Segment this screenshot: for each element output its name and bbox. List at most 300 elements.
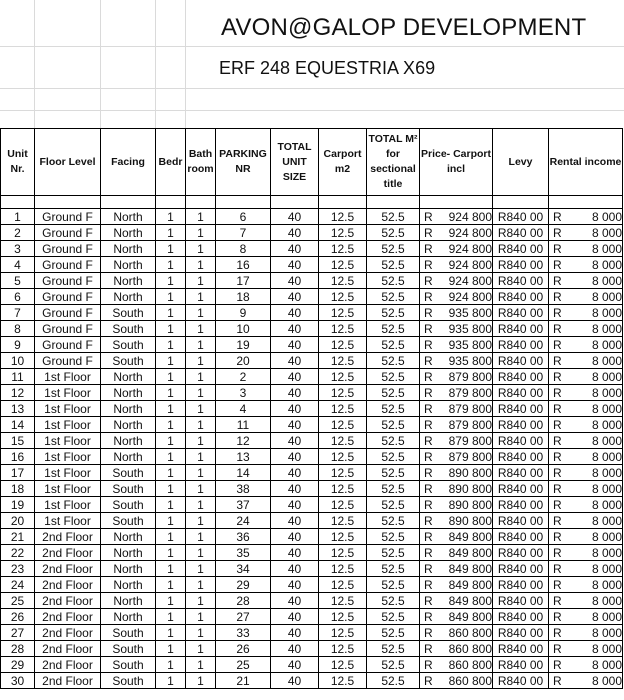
cell-floor-level[interactable]: 1st Floor [35,481,101,497]
cell-carport[interactable]: 12.5 [319,305,367,321]
cell-bathrooms[interactable]: 1 [186,625,216,641]
cell-carport[interactable]: 12.5 [319,465,367,481]
cell-bedrooms[interactable]: 1 [156,657,186,673]
cell-floor-level[interactable]: Ground F [35,225,101,241]
cell-rental-income[interactable] [549,241,623,257]
cell-floor-level[interactable]: 1st Floor [35,369,101,385]
cell-bathrooms[interactable]: 1 [186,609,216,625]
cell-parking[interactable]: 29 [216,577,271,593]
cell-total-unit-size[interactable]: 40 [271,449,319,465]
cell-bedrooms[interactable]: 1 [156,401,186,417]
cell-parking[interactable]: 11 [216,417,271,433]
blank-cell[interactable] [319,196,367,209]
cell-bathrooms[interactable]: 1 [186,241,216,257]
cell-facing[interactable]: North [101,289,156,305]
cell-price[interactable] [420,273,493,289]
cell-total-m2[interactable]: 52.5 [367,353,420,369]
cell-rental-income[interactable] [549,577,623,593]
cell-total-unit-size[interactable]: 40 [271,545,319,561]
cell-carport[interactable]: 12.5 [319,577,367,593]
cell-bedrooms[interactable]: 1 [156,545,186,561]
cell-unit[interactable]: 10 [1,353,35,369]
cell-price[interactable] [420,433,493,449]
cell-total-unit-size[interactable]: 40 [271,385,319,401]
cell-price[interactable] [420,609,493,625]
cell-bedrooms[interactable]: 1 [156,209,186,225]
cell-carport[interactable]: 12.5 [319,593,367,609]
cell-bathrooms[interactable]: 1 [186,513,216,529]
cell-price[interactable] [420,289,493,305]
cell-unit[interactable]: 30 [1,673,35,689]
cell-bathrooms[interactable]: 1 [186,401,216,417]
cell-bathrooms[interactable]: 1 [186,433,216,449]
cell-facing[interactable]: North [101,529,156,545]
cell-bedrooms[interactable]: 1 [156,577,186,593]
cell-levy[interactable]: R840 00 [493,529,549,545]
cell-parking[interactable]: 14 [216,465,271,481]
cell-total-m2[interactable]: 52.5 [367,225,420,241]
cell-rental-income[interactable] [549,353,623,369]
cell-bathrooms[interactable]: 1 [186,321,216,337]
cell-unit[interactable]: 3 [1,241,35,257]
cell-levy[interactable]: R840 00 [493,641,549,657]
cell-price[interactable] [420,625,493,641]
cell-unit[interactable]: 21 [1,529,35,545]
cell-levy[interactable]: R840 00 [493,513,549,529]
cell-parking[interactable]: 28 [216,593,271,609]
cell-floor-level[interactable]: 2nd Floor [35,545,101,561]
cell-facing[interactable]: South [101,321,156,337]
cell-unit[interactable]: 17 [1,465,35,481]
blank-cell[interactable] [216,196,271,209]
cell-carport[interactable]: 12.5 [319,449,367,465]
cell-bathrooms[interactable]: 1 [186,305,216,321]
cell-bedrooms[interactable]: 1 [156,257,186,273]
cell-facing[interactable]: South [101,657,156,673]
cell-bathrooms[interactable]: 1 [186,545,216,561]
cell-floor-level[interactable]: 1st Floor [35,401,101,417]
cell-carport[interactable]: 12.5 [319,513,367,529]
cell-rental-income[interactable] [549,481,623,497]
cell-carport[interactable]: 12.5 [319,273,367,289]
cell-price[interactable] [420,673,493,689]
cell-bathrooms[interactable]: 1 [186,417,216,433]
cell-parking[interactable]: 33 [216,625,271,641]
cell-bathrooms[interactable]: 1 [186,465,216,481]
cell-parking[interactable]: 21 [216,673,271,689]
cell-rental-income[interactable] [549,673,623,689]
cell-bedrooms[interactable]: 1 [156,529,186,545]
cell-bathrooms[interactable]: 1 [186,641,216,657]
cell-carport[interactable]: 12.5 [319,385,367,401]
cell-parking[interactable]: 20 [216,353,271,369]
cell-rental-income[interactable] [549,593,623,609]
header-total-unit-size[interactable]: TOTAL UNIT SIZE [271,129,319,196]
cell-rental-income[interactable] [549,625,623,641]
cell-facing[interactable]: South [101,481,156,497]
cell-bathrooms[interactable]: 1 [186,497,216,513]
cell-facing[interactable]: North [101,561,156,577]
cell-total-unit-size[interactable]: 40 [271,369,319,385]
cell-total-m2[interactable]: 52.5 [367,545,420,561]
cell-facing[interactable]: South [101,337,156,353]
cell-parking[interactable]: 17 [216,273,271,289]
cell-parking[interactable]: 25 [216,657,271,673]
cell-floor-level[interactable]: 1st Floor [35,497,101,513]
cell-total-m2[interactable]: 52.5 [367,337,420,353]
cell-total-m2[interactable]: 52.5 [367,497,420,513]
cell-unit[interactable]: 8 [1,321,35,337]
cell-parking[interactable]: 9 [216,305,271,321]
cell-levy[interactable]: R840 00 [493,257,549,273]
cell-bathrooms[interactable]: 1 [186,657,216,673]
cell-bedrooms[interactable]: 1 [156,625,186,641]
cell-floor-level[interactable]: 2nd Floor [35,529,101,545]
cell-levy[interactable]: R840 00 [493,273,549,289]
cell-rental-income[interactable] [549,289,623,305]
blank-cell[interactable] [156,196,186,209]
cell-facing[interactable]: North [101,225,156,241]
cell-rental-income[interactable] [549,545,623,561]
cell-carport[interactable]: 12.5 [319,529,367,545]
header-facing[interactable]: Facing [101,129,156,196]
cell-parking[interactable]: 16 [216,257,271,273]
cell-bathrooms[interactable]: 1 [186,369,216,385]
cell-unit[interactable]: 29 [1,657,35,673]
cell-bedrooms[interactable]: 1 [156,449,186,465]
blank-cell[interactable] [1,196,35,209]
cell-levy[interactable]: R840 00 [493,497,549,513]
cell-floor-level[interactable]: 2nd Floor [35,577,101,593]
cell-parking[interactable]: 13 [216,449,271,465]
cell-levy[interactable]: R840 00 [493,225,549,241]
cell-facing[interactable]: South [101,497,156,513]
cell-total-m2[interactable]: 52.5 [367,513,420,529]
cell-floor-level[interactable]: Ground F [35,273,101,289]
blank-cell[interactable] [101,196,156,209]
cell-unit[interactable]: 9 [1,337,35,353]
cell-bathrooms[interactable]: 1 [186,673,216,689]
cell-total-unit-size[interactable]: 40 [271,209,319,225]
cell-total-unit-size[interactable]: 40 [271,561,319,577]
cell-facing[interactable]: North [101,385,156,401]
cell-rental-income[interactable] [549,657,623,673]
cell-facing[interactable]: North [101,545,156,561]
cell-floor-level[interactable]: 2nd Floor [35,625,101,641]
cell-parking[interactable]: 38 [216,481,271,497]
cell-floor-level[interactable]: 2nd Floor [35,593,101,609]
cell-total-unit-size[interactable]: 40 [271,481,319,497]
cell-bathrooms[interactable]: 1 [186,593,216,609]
cell-total-unit-size[interactable]: 40 [271,353,319,369]
cell-price[interactable] [420,449,493,465]
cell-bathrooms[interactable]: 1 [186,225,216,241]
cell-levy[interactable]: R840 00 [493,353,549,369]
cell-floor-level[interactable]: Ground F [35,241,101,257]
cell-bedrooms[interactable]: 1 [156,321,186,337]
cell-carport[interactable]: 12.5 [319,209,367,225]
cell-bedrooms[interactable]: 1 [156,481,186,497]
cell-parking[interactable]: 2 [216,369,271,385]
cell-price[interactable] [420,641,493,657]
cell-bathrooms[interactable]: 1 [186,273,216,289]
cell-price[interactable] [420,369,493,385]
header-total-m2[interactable]: TOTAL M² for sectional title [367,129,420,196]
cell-total-unit-size[interactable]: 40 [271,225,319,241]
cell-total-unit-size[interactable]: 40 [271,513,319,529]
cell-carport[interactable]: 12.5 [319,417,367,433]
cell-carport[interactable]: 12.5 [319,241,367,257]
cell-facing[interactable]: South [101,513,156,529]
cell-rental-income[interactable] [549,417,623,433]
cell-total-m2[interactable]: 52.5 [367,481,420,497]
cell-facing[interactable]: North [101,449,156,465]
cell-unit[interactable]: 5 [1,273,35,289]
cell-parking[interactable]: 26 [216,641,271,657]
cell-rental-income[interactable] [549,561,623,577]
cell-floor-level[interactable]: 2nd Floor [35,609,101,625]
cell-parking[interactable]: 37 [216,497,271,513]
header-unit[interactable]: Unit Nr. [1,129,35,196]
blank-cell[interactable] [367,196,420,209]
cell-floor-level[interactable]: Ground F [35,209,101,225]
cell-facing[interactable]: North [101,257,156,273]
cell-unit[interactable]: 23 [1,561,35,577]
cell-price[interactable] [420,337,493,353]
cell-unit[interactable]: 16 [1,449,35,465]
cell-carport[interactable]: 12.5 [319,641,367,657]
cell-total-m2[interactable]: 52.5 [367,449,420,465]
cell-unit[interactable]: 14 [1,417,35,433]
cell-levy[interactable]: R840 00 [493,337,549,353]
cell-carport[interactable]: 12.5 [319,545,367,561]
cell-total-unit-size[interactable]: 40 [271,257,319,273]
cell-floor-level[interactable]: Ground F [35,305,101,321]
cell-levy[interactable]: R840 00 [493,545,549,561]
cell-total-m2[interactable]: 52.5 [367,577,420,593]
cell-unit[interactable]: 15 [1,433,35,449]
cell-total-unit-size[interactable]: 40 [271,625,319,641]
header-bathrooms[interactable]: Bath room [186,129,216,196]
cell-bedrooms[interactable]: 1 [156,561,186,577]
cell-floor-level[interactable]: 1st Floor [35,433,101,449]
cell-bedrooms[interactable]: 1 [156,385,186,401]
cell-total-unit-size[interactable]: 40 [271,577,319,593]
cell-bedrooms[interactable]: 1 [156,465,186,481]
cell-levy[interactable]: R840 00 [493,289,549,305]
cell-floor-level[interactable]: 1st Floor [35,513,101,529]
cell-facing[interactable]: North [101,577,156,593]
cell-carport[interactable]: 12.5 [319,481,367,497]
cell-bedrooms[interactable]: 1 [156,593,186,609]
cell-carport[interactable]: 12.5 [319,353,367,369]
cell-rental-income[interactable] [549,529,623,545]
cell-levy[interactable]: R840 00 [493,449,549,465]
cell-total-unit-size[interactable]: 40 [271,609,319,625]
cell-price[interactable] [420,513,493,529]
cell-price[interactable] [420,481,493,497]
cell-price[interactable] [420,209,493,225]
cell-carport[interactable]: 12.5 [319,321,367,337]
cell-floor-level[interactable]: 2nd Floor [35,561,101,577]
cell-floor-level[interactable]: Ground F [35,353,101,369]
cell-price[interactable] [420,417,493,433]
cell-bedrooms[interactable]: 1 [156,369,186,385]
cell-bedrooms[interactable]: 1 [156,289,186,305]
cell-levy[interactable]: R840 00 [493,465,549,481]
cell-facing[interactable]: North [101,593,156,609]
cell-price[interactable] [420,593,493,609]
cell-carport[interactable]: 12.5 [319,289,367,305]
cell-bathrooms[interactable]: 1 [186,577,216,593]
cell-total-m2[interactable]: 52.5 [367,289,420,305]
cell-price[interactable] [420,465,493,481]
cell-bathrooms[interactable]: 1 [186,209,216,225]
header-price[interactable]: Price- Carport incl [420,129,493,196]
cell-facing[interactable]: North [101,209,156,225]
cell-parking[interactable]: 12 [216,433,271,449]
cell-bathrooms[interactable]: 1 [186,289,216,305]
cell-bedrooms[interactable]: 1 [156,305,186,321]
cell-bathrooms[interactable]: 1 [186,481,216,497]
cell-floor-level[interactable]: 1st Floor [35,417,101,433]
cell-floor-level[interactable]: Ground F [35,337,101,353]
header-rental-income[interactable]: Rental income [549,129,623,196]
cell-total-m2[interactable]: 52.5 [367,385,420,401]
cell-total-m2[interactable]: 52.5 [367,625,420,641]
header-levy[interactable]: Levy [493,129,549,196]
cell-unit[interactable]: 6 [1,289,35,305]
cell-carport[interactable]: 12.5 [319,401,367,417]
cell-carport[interactable]: 12.5 [319,625,367,641]
cell-carport[interactable]: 12.5 [319,433,367,449]
cell-parking[interactable]: 10 [216,321,271,337]
cell-facing[interactable]: South [101,673,156,689]
cell-total-m2[interactable]: 52.5 [367,209,420,225]
cell-facing[interactable]: North [101,401,156,417]
blank-cell[interactable] [186,196,216,209]
cell-parking[interactable]: 35 [216,545,271,561]
cell-rental-income[interactable] [549,641,623,657]
cell-facing[interactable]: North [101,241,156,257]
cell-floor-level[interactable]: Ground F [35,257,101,273]
cell-bedrooms[interactable]: 1 [156,609,186,625]
cell-facing[interactable]: South [101,641,156,657]
cell-total-m2[interactable]: 52.5 [367,417,420,433]
cell-unit[interactable]: 26 [1,609,35,625]
cell-carport[interactable]: 12.5 [319,225,367,241]
header-carport[interactable]: Carport m2 [319,129,367,196]
cell-total-unit-size[interactable]: 40 [271,497,319,513]
cell-total-m2[interactable]: 52.5 [367,433,420,449]
cell-unit[interactable]: 11 [1,369,35,385]
cell-price[interactable] [420,561,493,577]
cell-unit[interactable]: 25 [1,593,35,609]
cell-rental-income[interactable] [549,609,623,625]
cell-bedrooms[interactable]: 1 [156,225,186,241]
cell-parking[interactable]: 3 [216,385,271,401]
cell-levy[interactable]: R840 00 [493,625,549,641]
cell-price[interactable] [420,385,493,401]
cell-total-m2[interactable]: 52.5 [367,673,420,689]
cell-bathrooms[interactable]: 1 [186,449,216,465]
cell-bedrooms[interactable]: 1 [156,641,186,657]
cell-total-m2[interactable]: 52.5 [367,369,420,385]
cell-total-m2[interactable]: 52.5 [367,657,420,673]
cell-rental-income[interactable] [549,369,623,385]
cell-total-unit-size[interactable]: 40 [271,321,319,337]
cell-levy[interactable]: R840 00 [493,593,549,609]
cell-rental-income[interactable] [549,513,623,529]
cell-facing[interactable]: North [101,273,156,289]
cell-parking[interactable]: 6 [216,209,271,225]
cell-floor-level[interactable]: Ground F [35,289,101,305]
cell-unit[interactable]: 20 [1,513,35,529]
cell-parking[interactable]: 18 [216,289,271,305]
cell-unit[interactable]: 22 [1,545,35,561]
cell-levy[interactable]: R840 00 [493,321,549,337]
cell-floor-level[interactable]: Ground F [35,321,101,337]
cell-total-unit-size[interactable]: 40 [271,273,319,289]
cell-total-unit-size[interactable]: 40 [271,401,319,417]
cell-total-m2[interactable]: 52.5 [367,465,420,481]
blank-cell[interactable] [493,196,549,209]
cell-total-m2[interactable]: 52.5 [367,273,420,289]
cell-levy[interactable]: R840 00 [493,561,549,577]
cell-bedrooms[interactable]: 1 [156,241,186,257]
cell-levy[interactable]: R840 00 [493,433,549,449]
cell-total-unit-size[interactable]: 40 [271,289,319,305]
cell-total-m2[interactable]: 52.5 [367,529,420,545]
cell-price[interactable] [420,545,493,561]
cell-carport[interactable]: 12.5 [319,657,367,673]
cell-unit[interactable]: 12 [1,385,35,401]
cell-unit[interactable]: 24 [1,577,35,593]
cell-price[interactable] [420,497,493,513]
cell-total-unit-size[interactable]: 40 [271,465,319,481]
cell-carport[interactable]: 12.5 [319,497,367,513]
cell-rental-income[interactable] [549,401,623,417]
cell-bedrooms[interactable]: 1 [156,353,186,369]
cell-price[interactable] [420,577,493,593]
cell-floor-level[interactable]: 1st Floor [35,465,101,481]
cell-total-m2[interactable]: 52.5 [367,305,420,321]
cell-levy[interactable]: R840 00 [493,305,549,321]
cell-unit[interactable]: 18 [1,481,35,497]
cell-total-m2[interactable]: 52.5 [367,609,420,625]
cell-unit[interactable]: 13 [1,401,35,417]
cell-levy[interactable]: R840 00 [493,417,549,433]
cell-bedrooms[interactable]: 1 [156,673,186,689]
cell-total-m2[interactable]: 52.5 [367,593,420,609]
cell-carport[interactable]: 12.5 [319,369,367,385]
cell-carport[interactable]: 12.5 [319,257,367,273]
cell-total-m2[interactable]: 52.5 [367,401,420,417]
cell-unit[interactable]: 28 [1,641,35,657]
cell-bathrooms[interactable]: 1 [186,257,216,273]
cell-parking[interactable]: 4 [216,401,271,417]
blank-cell[interactable] [420,196,493,209]
cell-parking[interactable]: 36 [216,529,271,545]
cell-floor-level[interactable]: 2nd Floor [35,673,101,689]
cell-unit[interactable]: 7 [1,305,35,321]
cell-total-unit-size[interactable]: 40 [271,641,319,657]
blank-cell[interactable] [35,196,101,209]
cell-total-unit-size[interactable]: 40 [271,593,319,609]
sheet-subtitle[interactable]: ERF 248 EQUESTRIA X69 [219,58,436,78]
cell-bathrooms[interactable]: 1 [186,385,216,401]
cell-bathrooms[interactable]: 1 [186,561,216,577]
